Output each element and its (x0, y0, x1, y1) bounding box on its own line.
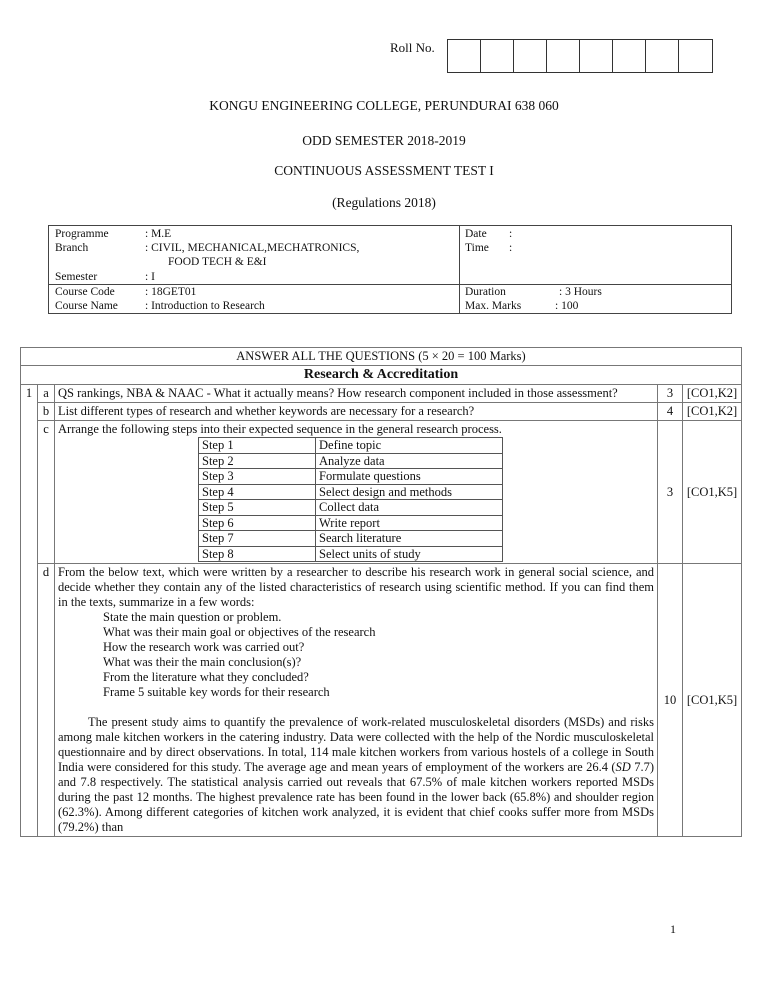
roll-no-box[interactable] (679, 40, 712, 72)
section-title: Research & Accreditation (21, 366, 742, 385)
step-label: Step 5 (199, 500, 316, 516)
test-title: CONTINUOUS ASSESSMENT TEST I (274, 163, 494, 178)
college-name: KONGU ENGINEERING COLLEGE, PERUNDURAI 638 060 (209, 98, 559, 113)
time-label: Time (465, 242, 489, 254)
question-text: Arrange the following steps into their expected sequence in the general research process. (58, 422, 502, 436)
question-marks: 3 (658, 385, 683, 403)
duration-value: : 3 Hours (559, 286, 602, 298)
max-marks-label: Max. Marks (465, 300, 522, 312)
branch-value-cont: FOOD TECH & E&I (168, 256, 267, 268)
step-row (199, 531, 503, 547)
question-text: QS rankings, NBA & NAAC - What it actually means? How research component included in those assessment? (55, 385, 658, 403)
step-description: Write report (316, 515, 503, 531)
questions-table (20, 347, 742, 837)
question-letter: d (38, 564, 55, 837)
semester-title: ODD SEMESTER 2018-2019 (302, 133, 466, 148)
semester-label: Semester (55, 271, 98, 283)
step-row (199, 515, 503, 531)
step-description: Formulate questions (316, 469, 503, 485)
question-d-item: From the literature what they concluded? (103, 670, 309, 684)
course-code-value: : 18GET01 (145, 286, 197, 298)
question-co: [CO1,K5] (683, 564, 742, 837)
question-d-item: How the research work was carried out? (103, 640, 305, 654)
step-label: Step 3 (199, 469, 316, 485)
course-info-box (48, 225, 732, 314)
roll-no-grid[interactable] (447, 39, 713, 73)
regulations: (Regulations 2018) (332, 195, 436, 210)
branch-label: Branch (55, 242, 89, 254)
programme-value: : M.E (145, 228, 172, 240)
roll-no-box[interactable] (448, 40, 481, 72)
step-label: Step 4 (199, 484, 316, 500)
date-value: : (509, 228, 513, 240)
duration-label: Duration (465, 286, 506, 298)
question-letter: c (38, 421, 55, 564)
step-row (199, 546, 503, 562)
max-marks-value: : 100 (555, 300, 579, 312)
branch-value: : CIVIL, MECHANICAL,MECHATRONICS, (145, 242, 360, 254)
roll-no-box[interactable] (580, 40, 613, 72)
step-row (199, 438, 503, 454)
roll-no-box[interactable] (646, 40, 679, 72)
step-row (199, 500, 503, 516)
step-row (199, 484, 503, 500)
question-letter: a (38, 385, 55, 403)
question-d-item: What was their main goal or objectives of the research (103, 625, 376, 639)
step-label: Step 1 (199, 438, 316, 454)
step-label: Step 7 (199, 531, 316, 547)
question-co: [CO1,K2] (683, 403, 742, 421)
roll-no-box[interactable] (547, 40, 580, 72)
step-label: Step 8 (199, 546, 316, 562)
roll-no-box[interactable] (613, 40, 646, 72)
research-passage: The present study aims to quantify the prevalence of work-related musculoskeletal disorders (MSDs) and risks among male kitchen workers in the catering industry. Data were collected with the help of the Nordic musculoskeletal questionnaire and by direct observations. In total, 114 male kitchen workers from various hostels of a college in South India were considered for this study. The average age and mean years of employment of the workers are 26.4 (SD 7.7) and 7.8 respectively. The statistical analysis carried out reveals that 67.5% of male kitchen workers reported MSDs during the past 12 months. The highest prevalence rate has been found in the lower back (65.8%) and shoulder region (62.3%). Among different categories of kitchen work analyzed, it is evident that chief cooks suffer more from MSDs (79.2%) than (58, 715, 654, 834)
question-marks: 3 (658, 421, 683, 564)
question-marks: 10 (658, 564, 683, 837)
step-description: Select design and methods (316, 484, 503, 500)
course-name-value: : Introduction to Research (145, 300, 265, 312)
question-d-item: Frame 5 suitable key words for their research (103, 685, 330, 699)
semester-value: : I (145, 271, 155, 283)
question-d-item: What was their the main conclusion(s)? (103, 655, 302, 669)
step-row (199, 453, 503, 469)
question-d-item: State the main question or problem. (103, 610, 282, 624)
roll-no-label: Roll No. (390, 40, 435, 55)
question-row-1b (21, 403, 742, 421)
question-row-1c (21, 421, 742, 564)
step-description: Define topic (316, 438, 503, 454)
step-description: Select units of study (316, 546, 503, 562)
step-description: Analyze data (316, 453, 503, 469)
course-code-label: Course Code (55, 286, 115, 298)
time-value: : (509, 242, 513, 254)
step-row (199, 469, 503, 485)
question-row-1d (21, 564, 742, 837)
date-label: Date (465, 228, 487, 240)
question-letter: b (38, 403, 55, 421)
step-label: Step 2 (199, 453, 316, 469)
page-number: 1 (670, 922, 676, 936)
question-d-items (58, 610, 654, 700)
steps-table (198, 437, 503, 562)
question-co: [CO1,K5] (683, 421, 742, 564)
step-description: Collect data (316, 500, 503, 516)
question-text: List different types of research and whether keywords are necessary for a research? (55, 403, 658, 421)
roll-no-box[interactable] (514, 40, 547, 72)
instructions: ANSWER ALL THE QUESTIONS (5 × 20 = 100 Marks) (21, 348, 742, 366)
question-number: 1 (21, 385, 38, 837)
question-text: From the below text, which were written by a researcher to describe his research work in general social science, and decide whether they contain any of the listed characteristics of research using scientific method. If you can find them in the texts, summarize in a few words: (58, 565, 654, 609)
question-row-1a (21, 385, 742, 403)
step-description: Search literature (316, 531, 503, 547)
roll-no-box[interactable] (481, 40, 514, 72)
course-name-label: Course Name (55, 300, 118, 312)
step-label: Step 6 (199, 515, 316, 531)
programme-label: Programme (55, 228, 109, 240)
question-marks: 4 (658, 403, 683, 421)
question-co: [CO1,K2] (683, 385, 742, 403)
